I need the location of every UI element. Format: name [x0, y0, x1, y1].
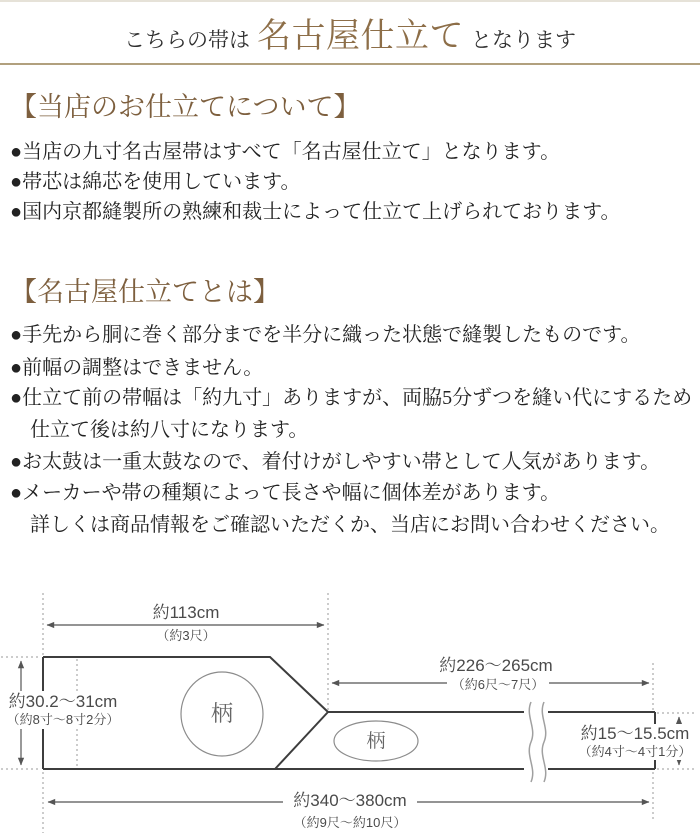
page-title — [0, 8, 700, 60]
bullet-item: ●当店の九寸名古屋帯はすべて「名古屋仕立て」となります。 — [10, 141, 561, 163]
dim-total-length-sublabel: （約9尺〜約10尺） — [293, 815, 407, 830]
dim-body-width-sublabel: （約4寸〜4寸1分） — [578, 744, 692, 759]
dim-tesaki-label: 約113cm — [152, 603, 220, 622]
pattern-label-small: 柄 — [366, 731, 386, 752]
bullet-item: ●帯芯は綿芯を使用しています。 — [10, 171, 301, 193]
section-2-heading: 【名古屋仕立てとは】 — [10, 277, 280, 307]
bullet-item: ●お太鼓は一重太鼓なので、着付けがしやすい帯として人気があります。 — [10, 451, 661, 473]
obi-outline — [43, 657, 655, 769]
pattern-label-large: 柄 — [210, 701, 234, 726]
dim-body-length-sublabel: （約6尺〜7尺） — [451, 677, 545, 692]
bullet-item: ●メーカーや帯の種類によって長さや幅に個体差があります。 詳しくは商品情報をご確認いただくか、当店にお問い合わせください。 — [10, 482, 670, 536]
dim-tesaki-sublabel: （約3尺） — [156, 628, 216, 643]
top-rule — [0, 0, 700, 2]
section-1-heading: 【当店のお仕立てについて】 — [10, 92, 361, 122]
bullet-item: ●手先から胴に巻く部分までを半分に織った状態で縫製したものです。 — [10, 324, 641, 346]
bullet-item: ●国内京都縫製所の熟練和裁士によって仕立て上げられております。 — [10, 201, 621, 223]
bullet-item: ●仕立て前の帯幅は「約九寸」ありますが、両脇5分ずつを縫い代にするため 仕立て後は約八寸になります。 — [10, 387, 693, 441]
dim-total-length-label: 約340〜380cm — [293, 791, 407, 810]
header-divider — [0, 63, 700, 65]
dim-body-width-label: 約15〜15.5cm — [580, 724, 690, 743]
fold-diagonal — [275, 712, 328, 769]
bullet-item: ●前幅の調整はできません。 — [10, 357, 264, 379]
dim-body-length-label: 約226〜265cm — [439, 656, 553, 675]
obi-dimensions-diagram — [0, 585, 700, 840]
title-highlight: 名古屋仕立て — [257, 18, 464, 55]
title-prefix: こちらの帯は — [124, 28, 250, 52]
dim-taiko-width-sublabel: （約8寸〜8寸2分） — [6, 712, 120, 727]
dim-taiko-width-label: 約30.2〜31cm — [8, 692, 118, 711]
title-suffix: となります — [471, 28, 576, 52]
break-marks — [529, 702, 545, 782]
